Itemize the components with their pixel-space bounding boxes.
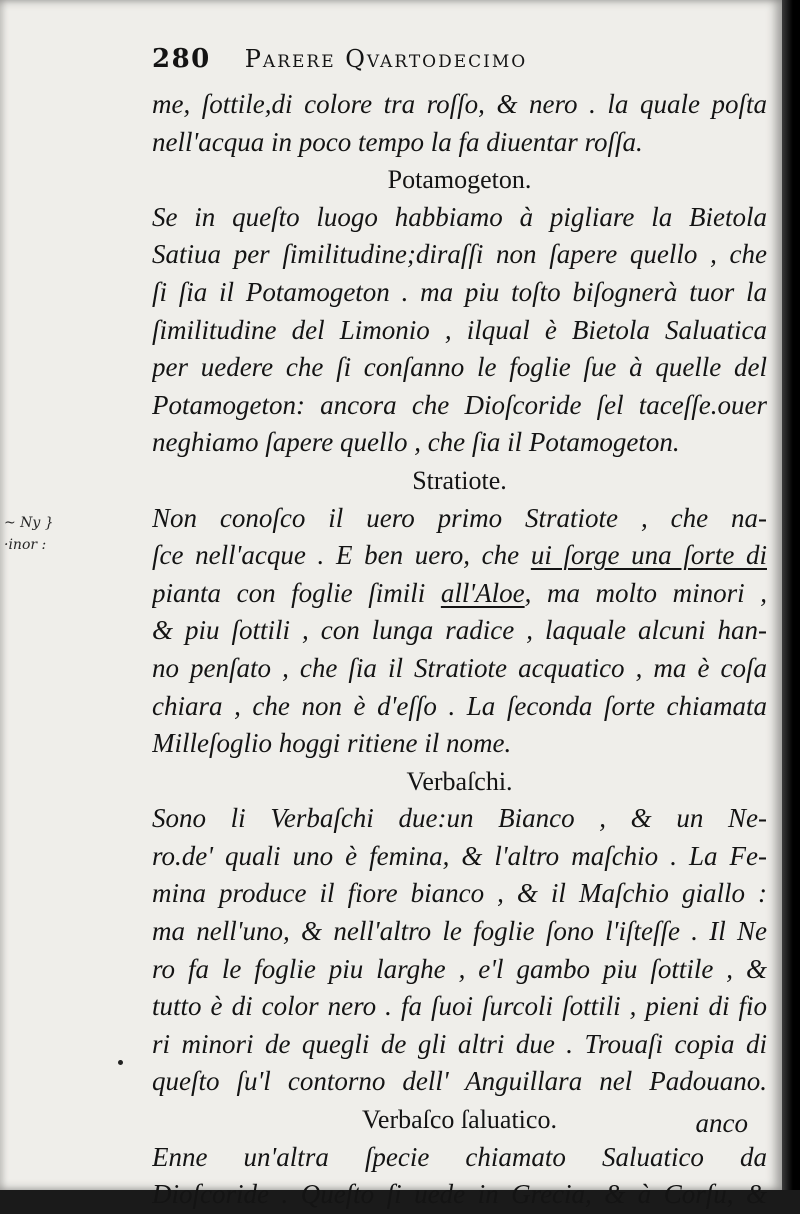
underlined-text: ui ſorge una ſorte di	[530, 540, 767, 571]
text-line: Milleſoglio hoggi ritiene il nome.	[152, 728, 512, 759]
section-heading-verbasco-saluatico: Verbaſco ſaluatico.	[362, 1105, 557, 1135]
text-line: nell'acqua in poco tempo la fa diuentar roſſa.	[152, 126, 643, 157]
text-line: ſi ſia il Potamogeton . ma piu toſto biſognerà tuor la	[152, 276, 767, 307]
text-line: neghiamo ſapere quello , che ſia il Potamogeton.	[152, 427, 680, 458]
text-span: ſce nell'acque . E ben uero, che	[152, 540, 531, 571]
text-block	[152, 44, 767, 1214]
text-line: Enne un'altra ſpecie chiamato Saluatico da	[152, 1141, 767, 1172]
book-spine-shadow	[782, 0, 800, 1190]
text-line: chiara , che non è d'eſſo . La ſeconda ſorte chiamata	[152, 690, 767, 721]
text-line: no penſato , che ſia il Stratiote acquatico , ma è coſa	[152, 652, 767, 683]
text-line: mina produce il fiore bianco , & il Maſchio giallo :	[152, 878, 767, 909]
ink-dot-mark	[118, 1060, 123, 1065]
text-line: queſto ſu'l contorno dell' Anguillara nel Padouano.	[152, 1066, 767, 1097]
section-heading-verbaschi: Verbaſchi.	[406, 766, 513, 796]
text-line: & piu ſottili , con lunga radice , laquale alcuni han-	[152, 615, 767, 646]
text-line: Potamogeton: ancora che Dioſcoride ſel taceſſe.ouer	[152, 389, 767, 420]
running-head	[152, 44, 767, 86]
text-line: Sono li Verbaſchi due:un Bianco , & un Ne-	[152, 803, 767, 834]
text-line: ro.de' quali uno è femina, & l'altro maſchio . La Fe-	[152, 840, 767, 871]
page-number: 280	[152, 44, 211, 74]
text-line: Satiua per ſimilitudine;diraſſi non ſapere quello , che	[152, 239, 767, 270]
text-line: ſimilitudine del Limonio , ilqual è Bietola Saluatica	[152, 314, 767, 345]
text-line: Se in queſto luogo habbiamo à pigliare la Bietola	[152, 201, 767, 232]
section-heading-stratiote: Stratiote.	[412, 465, 507, 495]
handwritten-marginal-note	[4, 512, 54, 556]
text-line: tutto è di color nero . fa ſuoi ſurcoli ſottili , pieni di fio	[152, 991, 767, 1022]
text-line: ri minori de quegli de gli altri due . Trouaſi copia di	[152, 1028, 767, 1059]
text-line: ro fa le foglie piu larghe , e'l gambo piu ſottile , &	[152, 953, 767, 984]
text-line: per uedere che ſi conſanno le foglie ſue à quelle del	[152, 352, 767, 383]
catchword: anco	[695, 1108, 748, 1138]
text-line	[152, 575, 767, 613]
text-line: ma nell'uno, & nell'altro le foglie ſono l'iſteſſe . Il Ne	[152, 916, 767, 947]
text-span: , ma molto minori ,	[524, 577, 767, 608]
running-title: Parere Qvartodecimo	[244, 45, 528, 73]
text-line: Dioſcoride . Queſto ſi uede in Grecia, & à Corſu, &	[152, 1179, 767, 1210]
text-span: pianta con foglie ſimili	[152, 577, 441, 608]
text-line: me, ſottile,di colore tra roſſo, & nero . la quale poſta	[152, 89, 767, 119]
underlined-text: all'Aloe	[440, 577, 525, 608]
section-heading-potamogeton: Potamogeton.	[387, 165, 532, 195]
marginal-note-line: ·inor :	[4, 537, 47, 553]
text-line: Non conoſco il uero primo Stratiote , che na-	[152, 502, 767, 533]
marginal-note-line: ~ Ny }	[4, 515, 54, 531]
text-line	[152, 537, 767, 575]
